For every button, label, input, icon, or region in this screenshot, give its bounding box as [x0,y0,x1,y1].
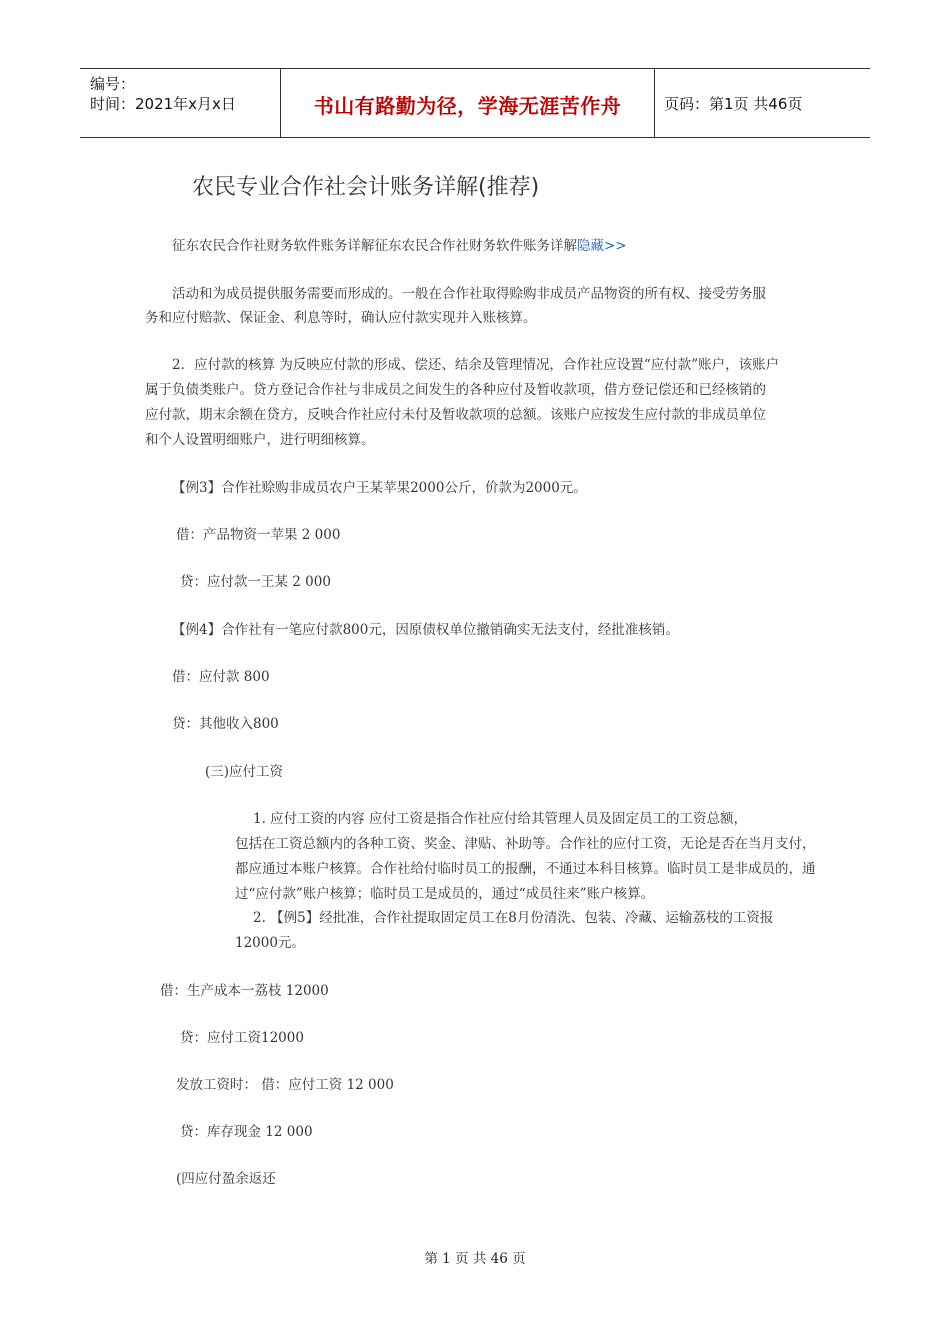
example4: 【例4】合作社有一笔应付款800元，因原债权单位撤销确实无法支付，经批准核销。 [172,622,679,638]
ex4-credit: 贷：其他收入800 [172,716,279,732]
ex4-debit: 借：应付款 800 [172,669,270,685]
para2-line: 和个人设置明细账户，进行明细核算。 [145,432,375,448]
section3-heading: (三)应付工资 [205,764,284,780]
para2-line: 属于负债类账户。贷方登记合作社与非成员之间发生的各种应付及暂收款项，借方登记偿还和已经核销的 [145,382,766,398]
page-footer: 第 1 页 共 46 页 [424,1251,526,1267]
para2-line: 应付款，期末余额在贷方，反映合作社应付未付及暂收款项的总额。该账户应按发生应付款的非成员单位 [145,407,766,423]
hide-link[interactable]: 隐藏>> [577,238,627,254]
page-info: 页码：第1页 共46页 [664,95,803,113]
ex5-debit: 借：生产成本一荔枝 12000 [160,983,329,999]
para3-line: 包括在工资总额内的各种工资、奖金、津贴、补助等。合作社的应付工资，无论是否在当月支付， [235,836,816,852]
para3-line: 过“应付款”账户核算；临时员工是成员的，通过“成员往来”账户核算。 [235,886,655,902]
section4-heading: (四应付盈余返还 [176,1171,276,1187]
pay-debit: 发放工资时： 借：应付工资 12 000 [176,1077,394,1093]
para3-line: 都应通过本账户核算。合作社给付临时员工的报酬，不通过本科目核算。临时员工是非成员的，通 [235,861,816,877]
pay-credit: 贷：库存现金 12 000 [180,1124,313,1140]
intro-text: 征东农民合作社财务软件账务详解征东农民合作社财务软件账务详解 [172,238,577,254]
ex5-credit: 贷：应付工资12000 [180,1030,304,1046]
header-motto-cell [280,69,655,137]
document-title: 农民专业合作社会计账务详解(推荐) [192,175,540,200]
para4-line: 12000元。 [235,935,305,951]
motto: 书山有路勤为径，学海无涯苦作舟 [313,94,622,118]
header-right-cell [654,69,870,137]
para2-line: 2．应付款的核算 为反映应付款的形成、偿还、结余及管理情况，合作社应设置“应付款”账户，该账户 [172,357,780,373]
header-table [80,68,870,138]
header-left-cell [80,69,280,137]
time-label: 时间：2021年x月x日 [90,95,236,113]
intro-line [172,234,627,254]
example3: 【例3】合作社赊购非成员农户王某苹果2000公斤，价款为2000元。 [172,480,587,496]
para1-line: 活动和为成员提供服务需要而形成的。一般在合作社取得赊购非成员产品物资的所有权、接受劳务服 [172,286,766,302]
para1-line: 务和应付赔款、保证金、利息等时，确认应付款实现并入账核算。 [145,310,537,326]
number-label: 编号： [90,75,136,93]
para4-line: 2. 【例5】经批准，合作社提取固定员工在8月份清洗、包装、冷藏、运输荔枝的工资报 [253,910,774,926]
para3-line: 1. 应付工资的内容 应付工资是指合作社应付给其管理人员及固定员工的工资总额， [253,811,747,827]
ex3-debit: 借：产品物资一苹果 2 000 [176,527,341,543]
ex3-credit: 贷：应付款一王某 2 000 [180,574,331,590]
